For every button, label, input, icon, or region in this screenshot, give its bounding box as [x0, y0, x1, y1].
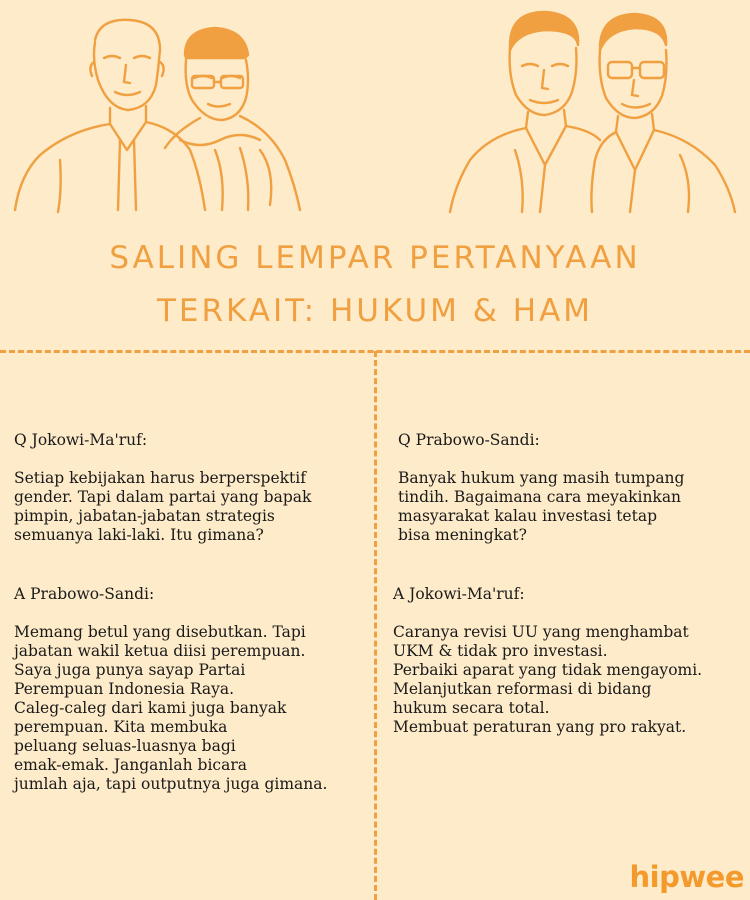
answer-prabowo-sandi — [14, 566, 374, 794]
answer-left-text: Memang betul yang disebutkan. Tapi jabatan wakil ketua diisi perempuan. Saya juga punya sayap Partai Perempuan Indonesia Raya. Caleg-caleg dari kami juga banyak perempuan. Kita membuka peluang seluas-luasnya bagi emak-emak. Janganlah bicara jumlah aja, tapi outputnya juga gimana. — [14, 623, 328, 793]
headline-line-1: SALING LEMPAR PERTANYAAN — [109, 240, 641, 276]
vertical-divider — [374, 351, 377, 900]
headline — [0, 232, 750, 338]
question-right-text: Banyak hukum yang masih tumpang tindih. Bagaimana cara meyakinkan masyarakat kalau investasi tetap bisa meningkat? — [398, 469, 685, 544]
question-prabowo-sandi — [398, 412, 748, 545]
question-left-text: Setiap kebijakan harus berperspektif gender. Tapi dalam partai yang bapak pimpin, jabatan-jabatan strategis semuanya laki-laki. Itu gimana? — [14, 469, 312, 544]
answer-jokowi-maruf — [393, 566, 750, 737]
question-left-heading: Q Jokowi-Ma'ruf: — [14, 431, 148, 449]
answer-right-heading: A Jokowi-Ma'ruf: — [393, 585, 525, 603]
question-jokowi-maruf — [14, 412, 370, 545]
answer-left-heading: A Prabowo-Sandi: — [14, 585, 155, 603]
hipwee-logo: hipwee — [629, 860, 744, 894]
jokowi-maruf-illustration — [0, 0, 340, 220]
answer-right-text: Caranya revisi UU yang menghambat UKM & tidak pro investasi. Perbaiki aparat yang tidak mengayomi. Melanjutkan reformasi di bidang hukum secara total. Membuat peraturan yang pro rakyat. — [393, 623, 703, 736]
question-right-heading: Q Prabowo-Sandi: — [398, 431, 540, 449]
prabowo-sandi-illustration — [430, 0, 750, 220]
headline-line-2: TERKAIT: HUKUM & HAM — [156, 293, 594, 329]
